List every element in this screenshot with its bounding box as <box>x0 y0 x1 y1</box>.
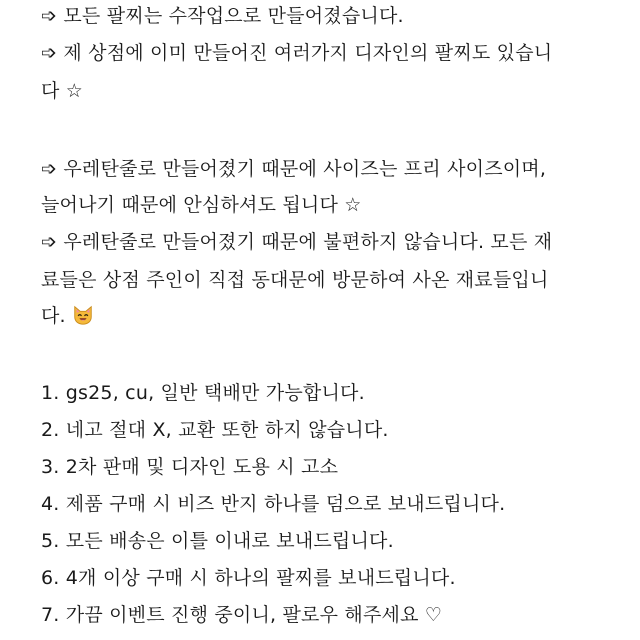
note-line: ➩ 제 상점에 이미 만들어진 여러가지 디자인의 팔찌도 있습니 <box>41 42 553 64</box>
rule-item: 5. 모든 배송은 이틀 이내로 보내드립니다. <box>41 530 394 552</box>
note-line: 료들은 상점 주인이 직접 동대문에 방문하여 사온 재료들입니 <box>41 269 549 291</box>
rule-item: 4. 제품 구매 시 비즈 반지 하나를 덤으로 보내드립니다. <box>41 493 506 515</box>
smiling-cat-face-icon <box>72 304 94 326</box>
rule-item: 6. 4개 이상 구매 시 하나의 팔찌를 보내드립니다. <box>41 567 456 589</box>
rule-item: 2. 네고 절대 X, 교환 또한 하지 않습니다. <box>41 419 389 441</box>
note-line: 늘어나기 때문에 안심하셔도 됩니다 ☆ <box>41 194 362 216</box>
note-line: ➩ 모든 팔찌는 수작업으로 만들어졌습니다. <box>41 5 404 27</box>
note-line: 다 ☆ <box>41 80 84 102</box>
note-line-text: 다. <box>41 305 66 327</box>
note-line: ➩ 우레탄줄로 만들어졌기 때문에 사이즈는 프리 사이즈이며, <box>41 158 547 180</box>
rule-item: 7. 가끔 이벤트 진행 중이니, 팔로우 해주세요 ♡ <box>41 604 443 626</box>
rule-item: 1. gs25, cu, 일반 택배만 가능합니다. <box>41 382 365 404</box>
rule-item: 3. 2차 판매 및 디자인 도용 시 고소 <box>41 456 339 478</box>
note-line: ➩ 우레탄줄로 만들어졌기 때문에 불편하지 않습니다. 모든 재 <box>41 231 553 253</box>
note-line-with-emoji <box>41 303 94 329</box>
